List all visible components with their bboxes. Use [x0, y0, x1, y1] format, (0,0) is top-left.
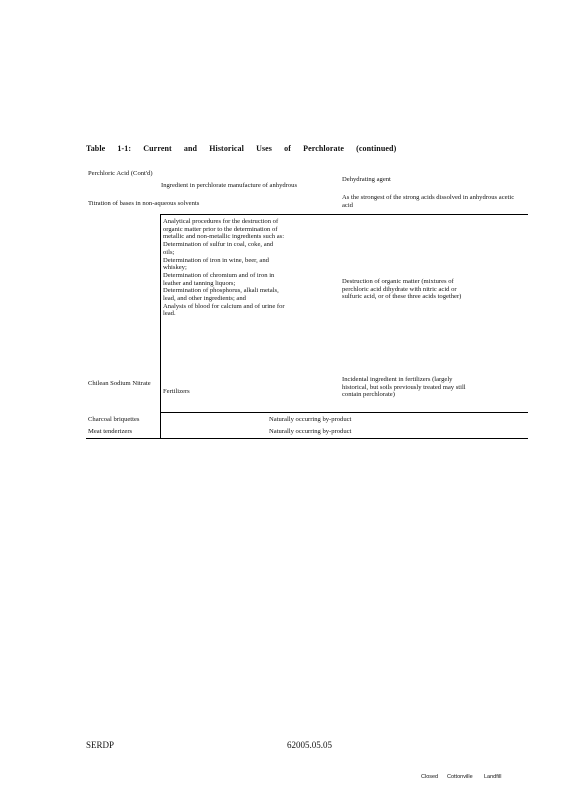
use-line: whiskey;	[163, 264, 187, 272]
stamp-word: Cottonville	[447, 774, 473, 780]
use-line: Analysis of blood for calcium and of urine for	[163, 302, 285, 310]
note-destruction-organic	[342, 278, 526, 301]
footer-org: SERDP	[86, 740, 115, 750]
stamp-word: Landfill	[484, 774, 502, 780]
note-incidental-ingredient	[342, 376, 526, 399]
note-line: Destruction of organic matter (mixtures of	[342, 278, 454, 285]
use-line: Determination of chromium and of iron in	[163, 271, 275, 279]
source-perchloric-acid: Perchloric Acid (Cont'd)	[88, 170, 153, 177]
use-line: Analytical procedures for the destruction of	[163, 218, 279, 225]
use-line: leather and tanning liquors;	[163, 279, 236, 287]
note-line: perchloric acid dihydrate with nitric acid or	[342, 285, 457, 293]
use-ingredient-anhydrous: Ingredient in perchlorate manufacture of anhydrous	[161, 182, 298, 189]
row-divider	[160, 214, 528, 215]
note-strongest-acid: As the strongest of the strong acids dissolved in anhydrous acetic acid	[342, 194, 515, 209]
note-meat-byproduct: Naturally occurring by-product	[269, 428, 352, 435]
column-divider	[160, 214, 161, 438]
note-line: historical, but soils previously treated may still	[342, 383, 466, 391]
use-titration: Titration of bases in non-aqueous solvents	[88, 200, 200, 207]
use-line: organic matter prior to the determination of	[163, 225, 278, 233]
use-line: Determination of phosphorus, alkali metals,	[163, 287, 279, 295]
note-charcoal-byproduct: Naturally occurring by-product	[269, 416, 352, 423]
use-fertilizers: Fertilizers	[163, 388, 190, 395]
note-line: Incidental ingredient in fertilizers (largely	[342, 376, 453, 383]
use-line: oils;	[163, 248, 175, 256]
use-line: metallic and non-metallic ingredients such as:	[163, 233, 285, 241]
use-line: lead, and other ingredients; and	[163, 295, 246, 303]
use-analytical-procedures	[163, 218, 338, 318]
source-charcoal: Charcoal briquettes	[88, 416, 140, 423]
source-meat-tenderizers: Meat tenderizers	[88, 428, 133, 435]
stamp-word: Closed	[421, 774, 439, 780]
note-line: sulfuric acid, or of these three acids together)	[342, 293, 462, 301]
row-divider	[160, 412, 528, 413]
use-line: Determination of sulfur in coal, coke, and	[163, 241, 274, 249]
table-caption: Table 1-1: Current and Historical Uses of Perchlorate (continued)	[86, 144, 397, 153]
note-dehydrating-agent: Dehydrating agent	[342, 176, 391, 183]
note-line: contain perchlorate)	[342, 391, 395, 399]
perchlorate-uses-table	[86, 166, 528, 439]
use-line: Determination of iron in wine, beer, and	[163, 256, 269, 264]
use-line: lead.	[163, 310, 176, 318]
source-chilean-nitrate: Chilean Sodium Nitrate	[88, 380, 151, 387]
footer-doc-number: 62005.05.05	[287, 740, 332, 750]
